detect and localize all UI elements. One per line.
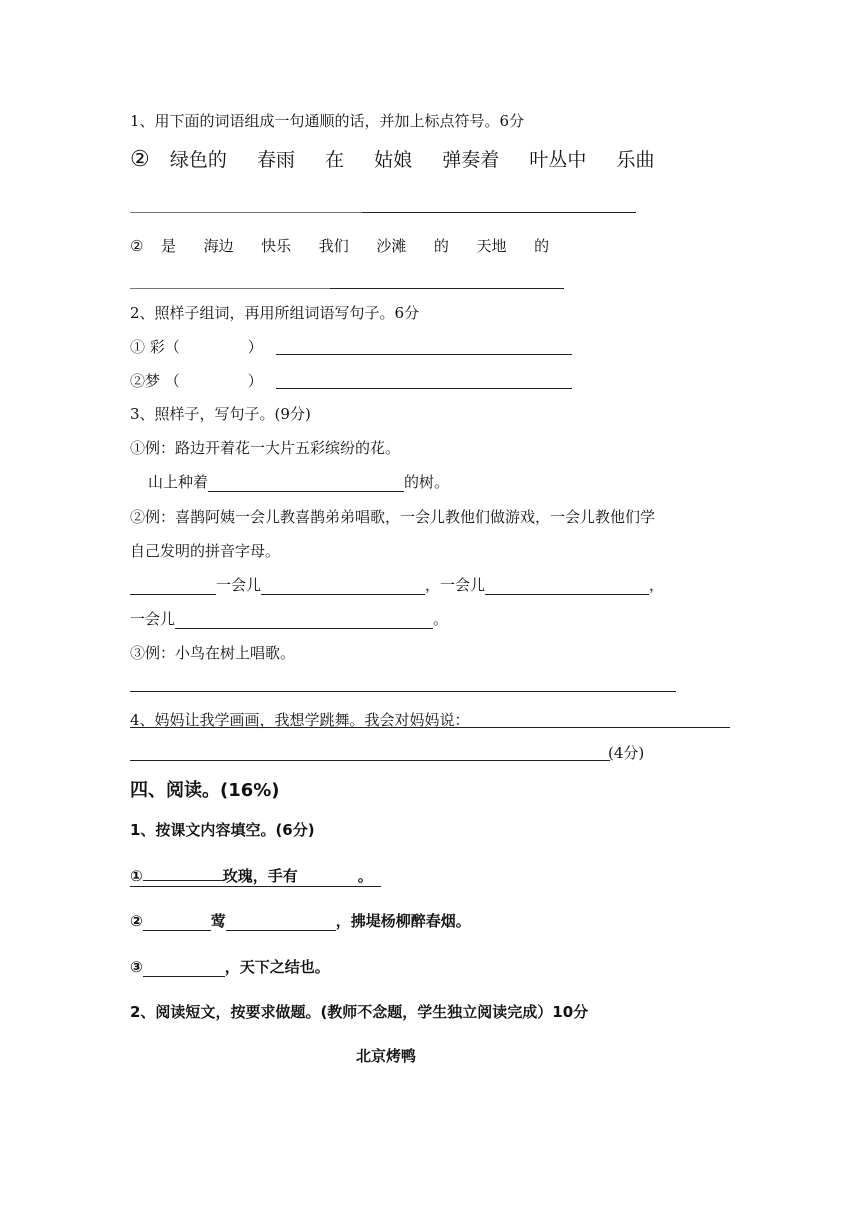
q1-word: 海边 [203, 237, 234, 255]
q2-close-paren: ） [247, 338, 263, 356]
fill3-text: ，天下之结也。 [224, 958, 330, 976]
q1-group1-marker: ② [130, 147, 150, 172]
q1-word: 乐曲 [616, 149, 655, 171]
answer-blank[interactable] [143, 958, 225, 977]
answer-blank[interactable] [208, 473, 404, 492]
q1-word: 姑娘 [374, 149, 413, 171]
q1-word: 的 [534, 237, 550, 255]
section4-fill3 [130, 957, 330, 977]
q1-word: 的 [433, 237, 449, 255]
q1-word: 在 [325, 149, 345, 171]
q3-example3: ③例：小鸟在树上唱歌。 [130, 644, 296, 662]
q1-word: 春雨 [256, 149, 295, 171]
answer-line[interactable] [130, 212, 362, 213]
answer-line[interactable] [362, 212, 636, 213]
q3-period: 。 [433, 610, 449, 628]
q3-example2-line2: 自己发明的拼音字母。 [130, 542, 281, 560]
q1-group2 [130, 236, 549, 256]
q1-word: 叶丛中 [529, 149, 587, 171]
q2-item1 [130, 337, 263, 357]
section-title: 四、阅读。(16%) [130, 780, 280, 801]
q3-yihuier: 一会儿 [440, 576, 486, 594]
section4-fill2 [130, 911, 471, 931]
answer-blank[interactable] [130, 576, 216, 595]
answer-line[interactable] [276, 388, 572, 389]
answer-blank[interactable] [143, 880, 223, 881]
q1-word: 绿色的 [169, 149, 227, 171]
q3-prompt: 3、照样子，写句子。(9分) [130, 405, 311, 423]
q1-word: 快乐 [261, 237, 292, 255]
fill2-text-tail: ，拂堤杨柳醉春烟。 [335, 912, 471, 930]
answer-blank[interactable] [143, 912, 211, 931]
section4-fill1 [130, 866, 381, 886]
section4-sub1: 1、按课文内容填空。(6分) [130, 821, 315, 839]
answer-blank[interactable] [226, 912, 336, 931]
q1-word: 我们 [318, 237, 349, 255]
q3-comma: ， [649, 576, 665, 594]
q2-close-paren: ） [247, 372, 263, 390]
q3-comma: ， [425, 576, 441, 594]
answer-line[interactable] [130, 760, 610, 761]
q2-item2 [130, 371, 263, 391]
q3-fill1-post: 的树。 [404, 473, 450, 491]
answer-blank[interactable] [175, 610, 433, 629]
q4-prompt: 4、妈妈让我学画画，我想学跳舞。我会对妈妈说： [130, 711, 470, 729]
answer-line[interactable] [330, 288, 564, 289]
fill2-text: 莺 [210, 912, 226, 930]
answer-blank[interactable] [485, 576, 649, 595]
answer-line[interactable] [130, 727, 730, 728]
q1-word: 弹奏着 [442, 149, 500, 171]
q1-word: 沙滩 [376, 237, 407, 255]
fill1-marker: ① [130, 867, 143, 885]
q3-example1: ①例：路边开着花一大片五彩缤纷的花。 [130, 439, 401, 457]
answer-line[interactable] [130, 691, 676, 692]
q1-word: 是 [161, 237, 177, 255]
q2-prompt: 2、照样子组词，再用所组词语写句子。6分 [130, 304, 420, 322]
q3-fill1 [148, 472, 449, 492]
q3-yihuier: 一会儿 [130, 610, 176, 628]
q3-fill1-pre: 山上种着 [148, 473, 209, 491]
q1-prompt: 1、用下面的词语组成一句通顺的话，并加上标点符号。6分 [130, 112, 525, 130]
q3-yihuier: 一会儿 [216, 576, 262, 594]
q3-example2-line1: ②例：喜鹊阿姨一会儿教喜鹊弟弟唱歌，一会儿教他们做游戏，一会儿教他们学 [130, 508, 656, 526]
q4-score: (4分) [608, 744, 645, 762]
fill1-text: 玫瑰，手有 [222, 867, 298, 885]
q2-item2-label: ②梦 （ [130, 372, 180, 390]
q1-group1 [130, 148, 655, 172]
q1-group2-marker: ② [130, 237, 144, 255]
fill1-period: 。 [357, 867, 373, 885]
answer-line[interactable] [276, 354, 572, 355]
section4-sub2: 2、阅读短文，按要求做题。(教师不念题，学生独立阅读完成）10分 [130, 1003, 589, 1021]
q1-word: 天地 [476, 237, 507, 255]
q3-fill2-line2 [130, 609, 448, 629]
answer-line[interactable] [130, 288, 330, 289]
q3-fill2-line1 [130, 575, 664, 595]
fill3-marker: ③ [130, 958, 143, 976]
fill1-line [130, 867, 381, 887]
passage-title: 北京烤鸭 [356, 1047, 417, 1065]
q2-item1-label: ① 彩（ [130, 338, 180, 356]
fill2-marker: ② [130, 912, 143, 930]
answer-blank[interactable] [261, 576, 425, 595]
